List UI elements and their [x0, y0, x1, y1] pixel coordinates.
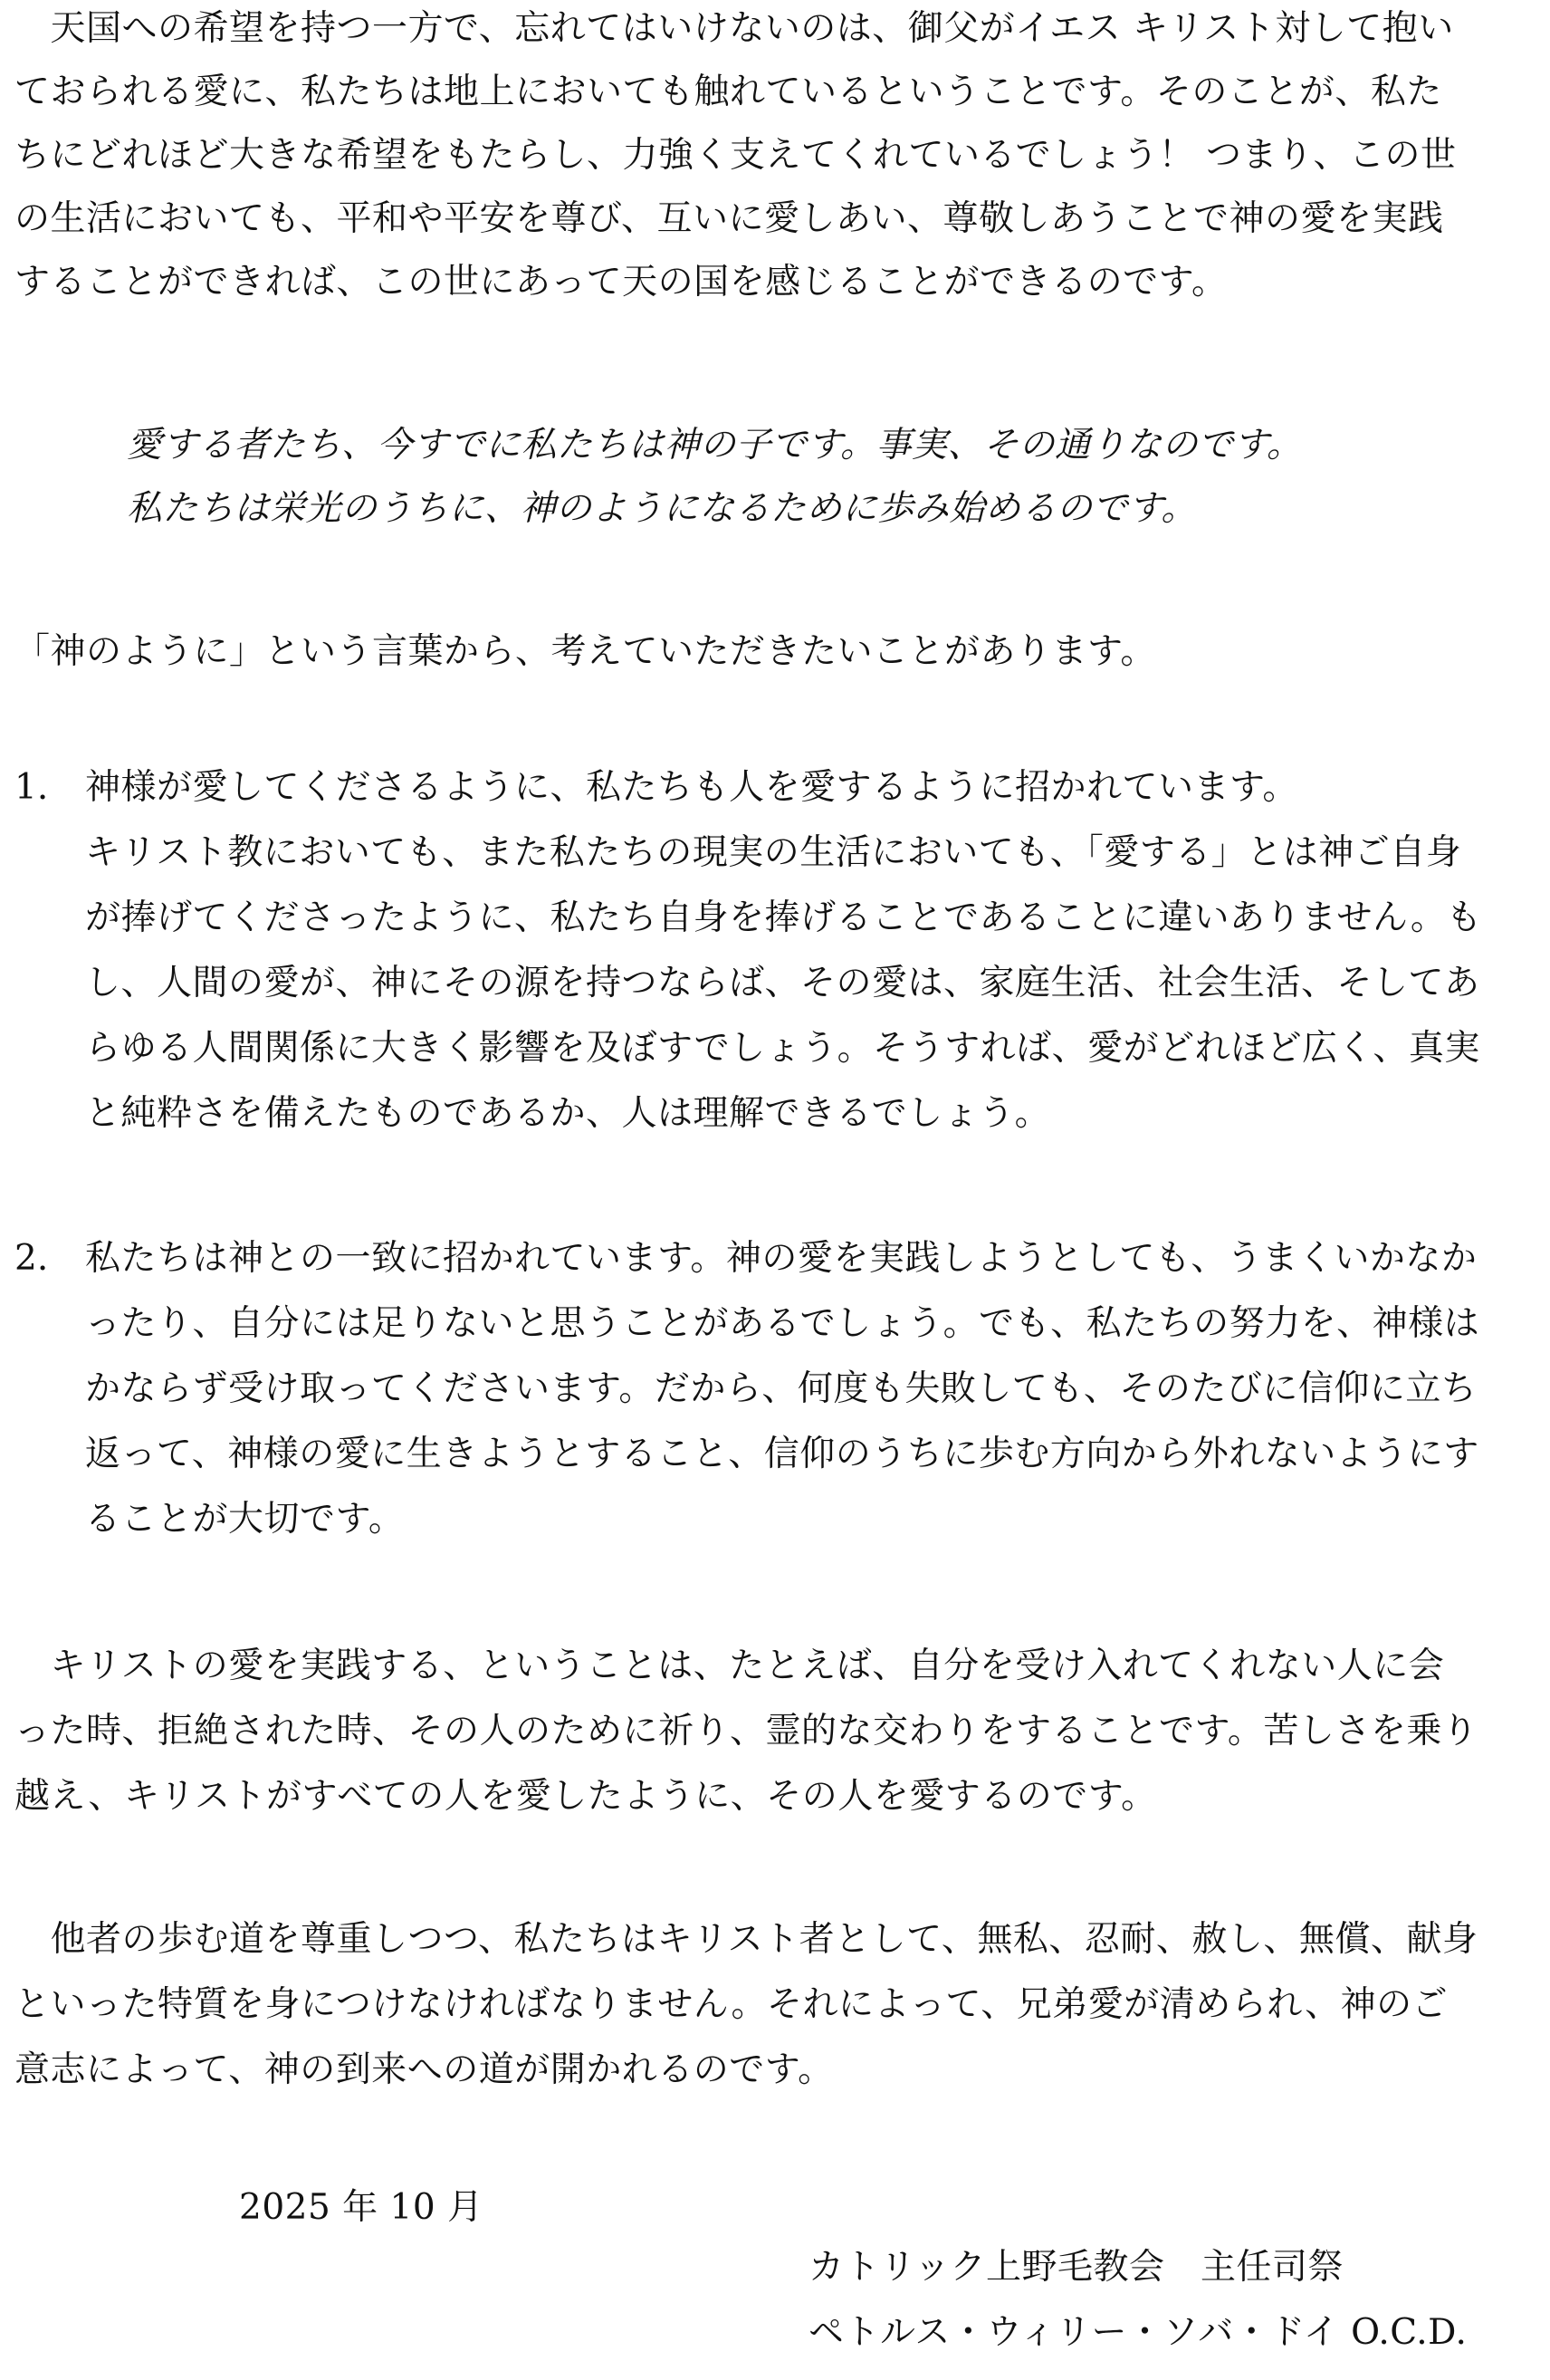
date: 2025 年 10 月	[239, 2187, 483, 2228]
quote-line-2: 私たちは栄光のうちに、神のようになるために歩み始めるのです。	[127, 488, 1197, 529]
paragraph-2-line-1: キリストの愛を実践する、ということは、たとえば、自分を受け入れてくれない人に会	[14, 1646, 1445, 1686]
list-item-1-line-1: 神様が愛してくださるように、私たちも人を愛するように招かれています。	[85, 767, 1298, 808]
list-item-2-line-3: かならず受け取ってくださいます。だから、何度も失敗しても、そのたびに信仰に立ち	[85, 1368, 1478, 1409]
quote-line-1: 愛する者たち、今すでに私たちは神の子です。事実、その通りなのです。	[127, 425, 1303, 465]
list-item-1-line-4: し、人間の愛が、神にその源を持つならば、その愛は、家庭生活、社会生活、そしてあ	[85, 963, 1480, 1003]
paragraph-1-line-2: ておられる愛に、私たちは地上においても触れているということです。そのことが、私た	[14, 72, 1442, 112]
paragraph-2-line-2: った時、拒絶された時、その人のために祈り、霊的な交わりをすることです。苦しさを乗り	[14, 1711, 1478, 1751]
list-item-2-number: 2.	[14, 1238, 49, 1279]
list-item-2-line-5: ることが大切です。	[85, 1499, 405, 1540]
paragraph-2-line-3: 越え、キリストがすべての人を愛したように、その人を愛するのです。	[14, 1776, 1157, 1817]
paragraph-3-line-2: といった特質を身につけなければなりません。それによって、兄弟愛が清められ、神のご	[14, 1984, 1449, 2025]
list-item-2-line-2: ったり、自分には足りないと思うことがあるでしょう。でも、私たちの努力を、神様は	[85, 1303, 1480, 1344]
list-item-1-number: 1.	[14, 767, 49, 808]
list-item-2-line-1: 私たちは神との一致に招かれています。神の愛を実践しようとしても、うまくいかなか	[85, 1238, 1478, 1279]
paragraph-1-line-5: することができれば、この世にあって天の国を感じることができるのです。	[14, 262, 1228, 302]
list-item-1-line-5: らゆる人間関係に大きく影響を及ぼすでしょう。そうすれば、愛がどれほど広く、真実	[85, 1028, 1480, 1069]
signature-name: ペトルス・ウィリー・ソバ・ドイ O.C.D.	[808, 2312, 1468, 2353]
paragraph-1-line-4: の生活においても、平和や平安を尊び、互いに愛しあい、尊敬しあうことで神の愛を実践	[14, 198, 1444, 239]
list-item-2-line-4: 返って、神様の愛に生きようとすること、信仰のうちに歩む方向から外れないようにす	[85, 1434, 1479, 1474]
list-item-1-line-2: キリスト教においても、また私たちの現実の生活においても、「愛する」とは神ご自身	[85, 832, 1462, 873]
paragraph-3-line-3: 意志によって、神の到来への道が開かれるのです。	[14, 2049, 834, 2090]
paragraph-1-line-3: ちにどれほど大きな希望をもたらし、力強く支えてくれているでしょう！ つまり、この世	[14, 135, 1457, 176]
intro-line: 「神のように」という言葉から、考えていただきたいことがあります。	[14, 631, 1156, 672]
paragraph-1-line-1: 天国への希望を持つ一方で、忘れてはいけないのは、御父がイエス キリスト対して抱い	[14, 8, 1454, 49]
signature-church: カトリック上野毛教会 主任司祭	[808, 2247, 1344, 2288]
paragraph-3-line-1: 他者の歩む道を尊重しつつ、私たちはキリスト者として、無私、忍耐、赦し、無償、献身	[14, 1919, 1478, 1960]
list-item-1-line-6: と純粋さを備えたものであるか、人は理解できるでしょう。	[85, 1093, 1051, 1134]
list-item-1-line-3: が捧げてくださったように、私たち自身を捧げることであることに違いありません。も	[85, 897, 1482, 938]
